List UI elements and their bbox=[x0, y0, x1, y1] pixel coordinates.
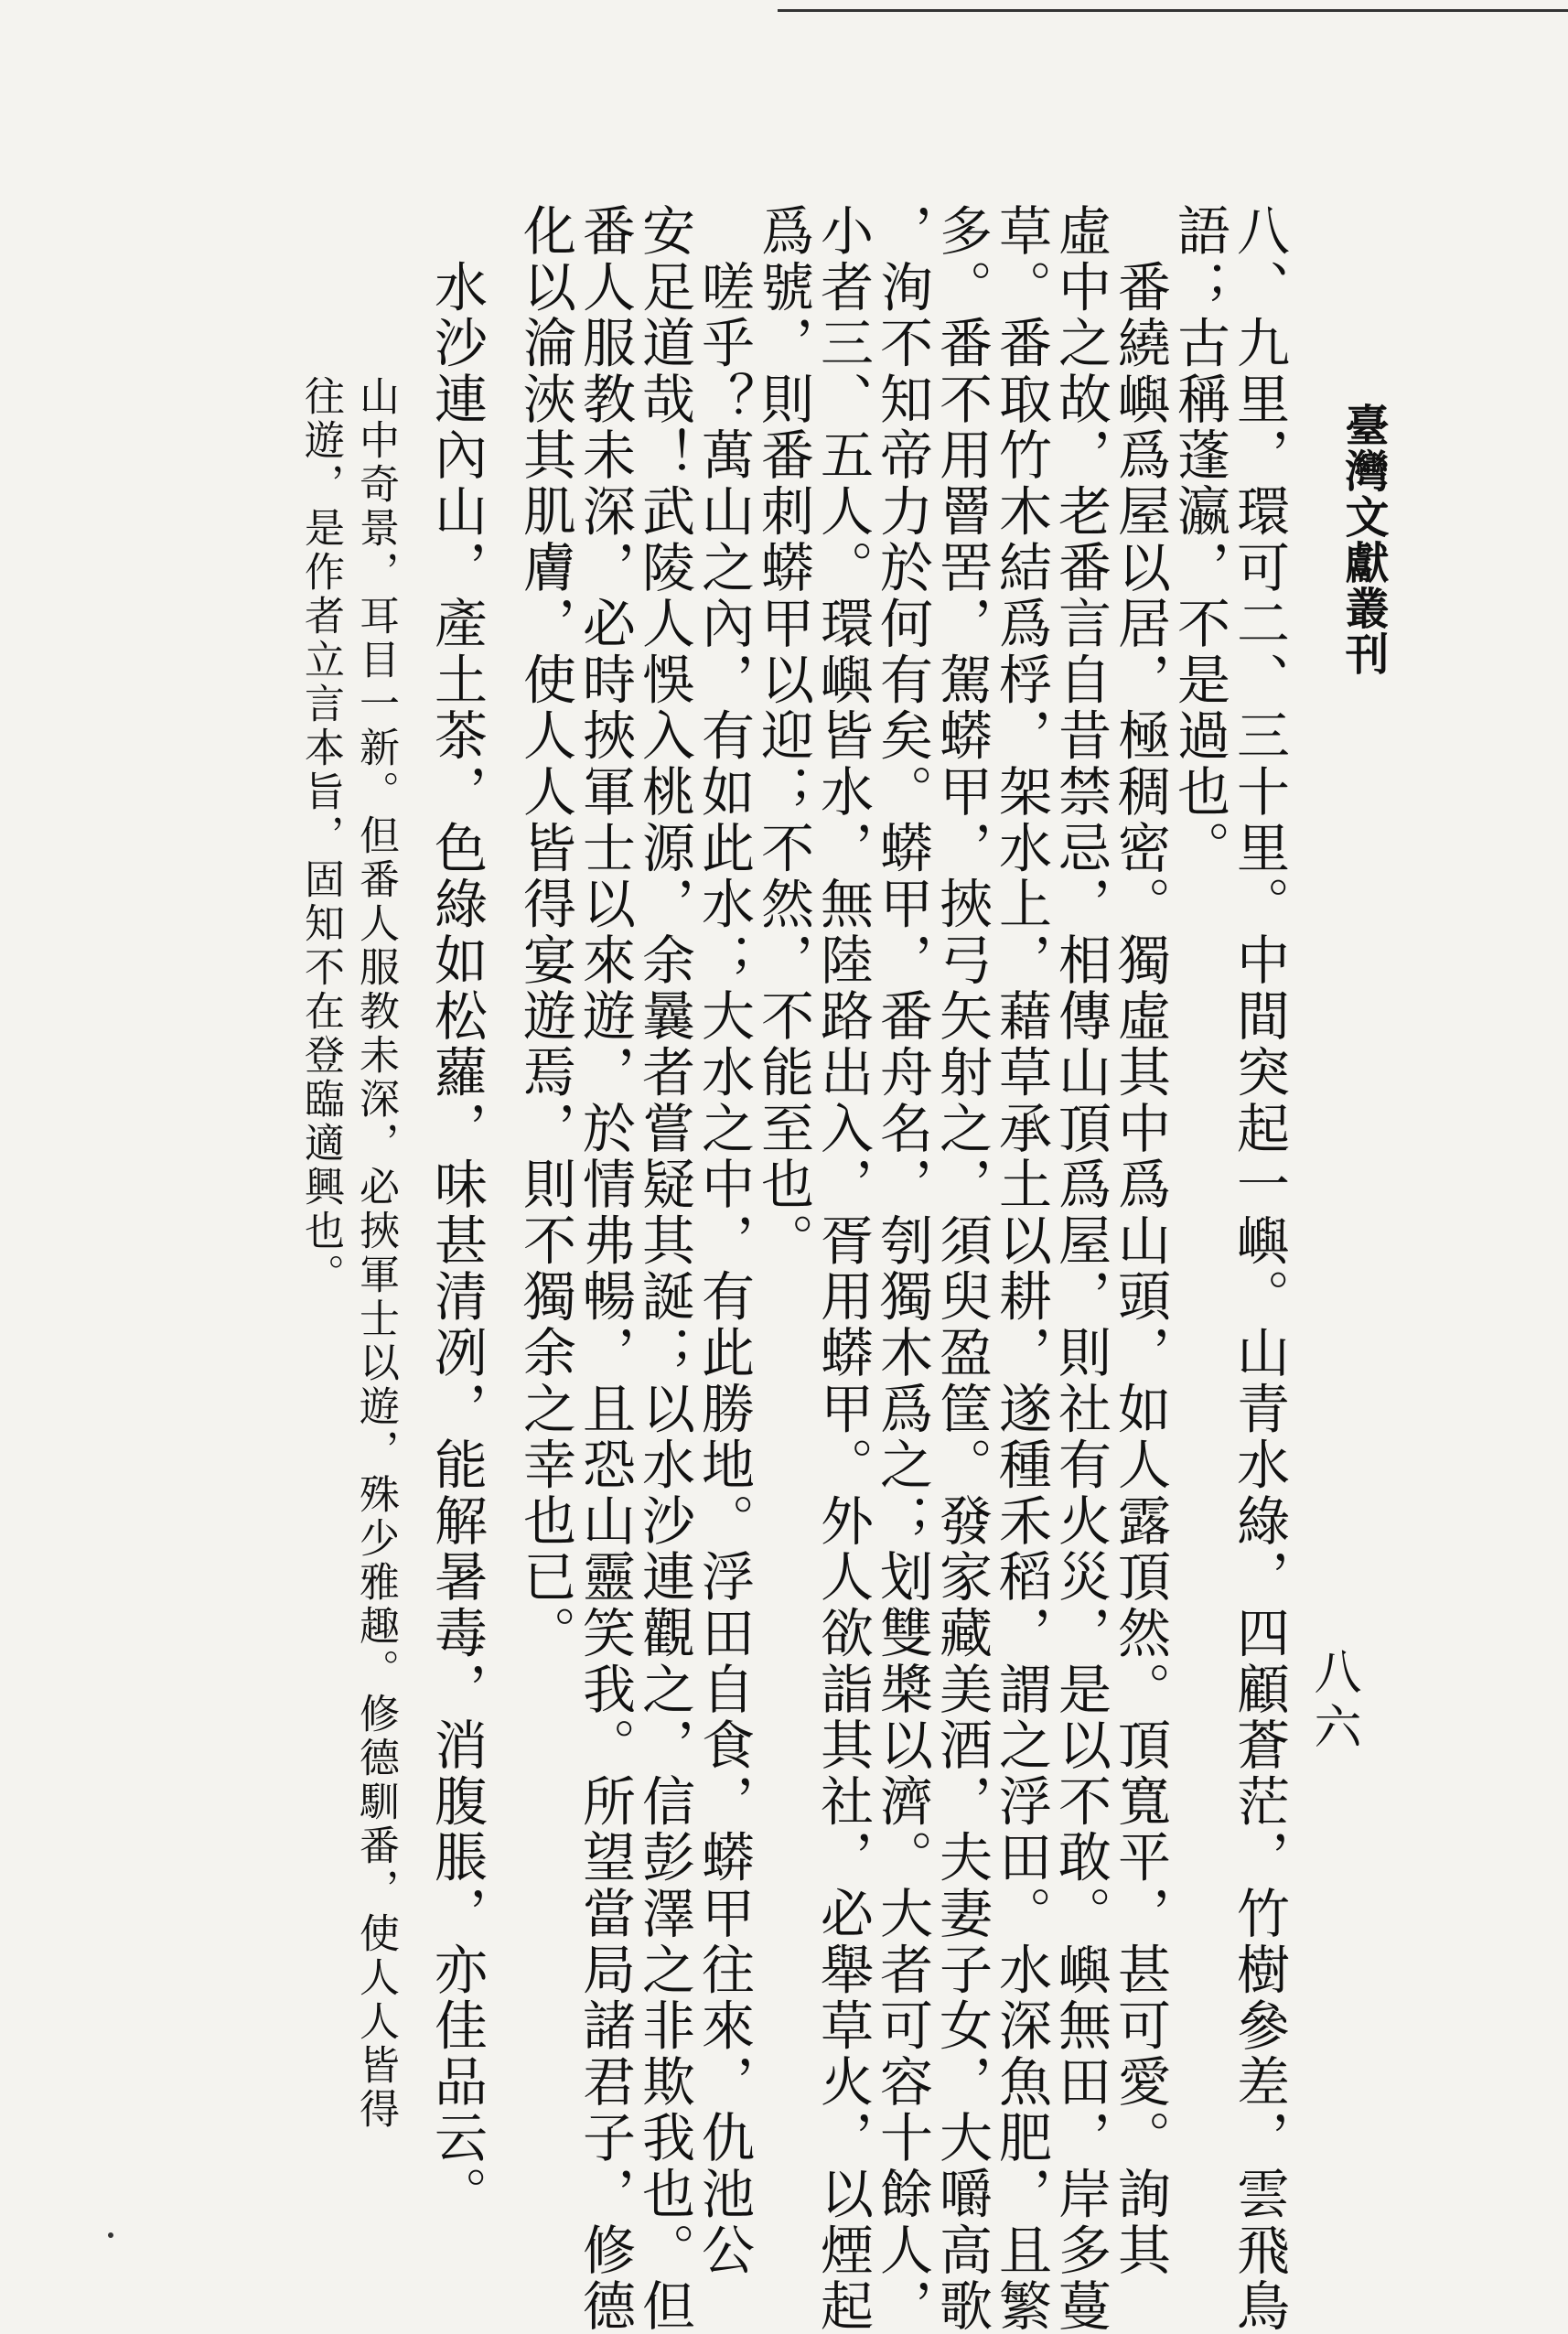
text-column: 番人服教未深，必時挾軍士以來遊，於情弗暢，且恐山靈笑我。所望當局諸君子，修德 bbox=[574, 203, 636, 2334]
text-column: 虛中之故，老番言自昔禁忌，相傳山頂爲屋，則社有火災，是以不敢。嶼無田，岸多蔓 bbox=[1049, 203, 1112, 2334]
scan-speck bbox=[108, 2232, 113, 2238]
page-number: 八六 bbox=[1305, 1647, 1360, 1757]
text-column: 安足道哉！武陵人悞入桃源，余曩者嘗疑其誕；以水沙連觀之，信彭澤之非欺我也。但 bbox=[633, 203, 695, 2334]
text-column: 多。番不用罾罟，駕蟒甲，挾弓矢射之，須臾盈筐。發家藏美酒，夫妻子女，大嚼高歌 bbox=[930, 203, 993, 2334]
text-column: 語；古稱蓬瀛，不是過也。 bbox=[1168, 203, 1230, 877]
text-column: 小者三、五人。環嶼皆水，無陸路出入，胥用蟒甲。外人欲詣其社，必舉草火，以煙起 bbox=[811, 203, 874, 2334]
text-column: 八、九里，環可二、三十里。中間突起一嶼。山青水綠，四顧蒼茫，竹樹參差，雲飛鳥 bbox=[1228, 203, 1290, 2334]
commentary-column: 往遊，是作者立言本旨，固知不在登臨適興也。 bbox=[297, 375, 344, 1297]
text-column: 番繞嶼爲屋以居，極稠密。獨虛其中爲山頭，如人露頂然。頂寬平，甚可愛。詢其 bbox=[1109, 203, 1171, 2279]
text-column: 化以淪浹其肌膚，使人人皆得宴遊焉，則不獨余之幸也已。 bbox=[514, 203, 576, 1662]
text-column: 水沙連內山，產土茶，色綠如松蘿，味甚清冽，能解暑毒，消腹脹，亦佳品云。 bbox=[425, 203, 488, 2222]
commentary-column: 山中奇景，耳目一新。但番人服教未深，必挾軍士以遊，殊少雅趣。修德馴番，使人人皆得 bbox=[352, 375, 399, 2132]
text-column: ，洵不知帝力於何有矣。蟒甲，番舟名，刳獨木爲之；划雙槳以濟。大者可容十餘人， bbox=[871, 203, 933, 2334]
text-column: 草。番取竹木結爲桴，架水上，藉草承土以耕，遂種禾稻，謂之浮田。水深魚肥，且繁 bbox=[990, 203, 1052, 2334]
top-rule bbox=[778, 9, 1568, 12]
text-column: 嗟乎？萬山之內，有如此水；大水之中，有此勝地。浮田自食，蟒甲往來，仇池公 bbox=[693, 203, 755, 2279]
text-column: 爲號，則番刺蟒甲以迎；不然，不能至也。 bbox=[752, 203, 814, 1269]
series-title: 臺灣文獻叢刊 bbox=[1337, 403, 1389, 677]
